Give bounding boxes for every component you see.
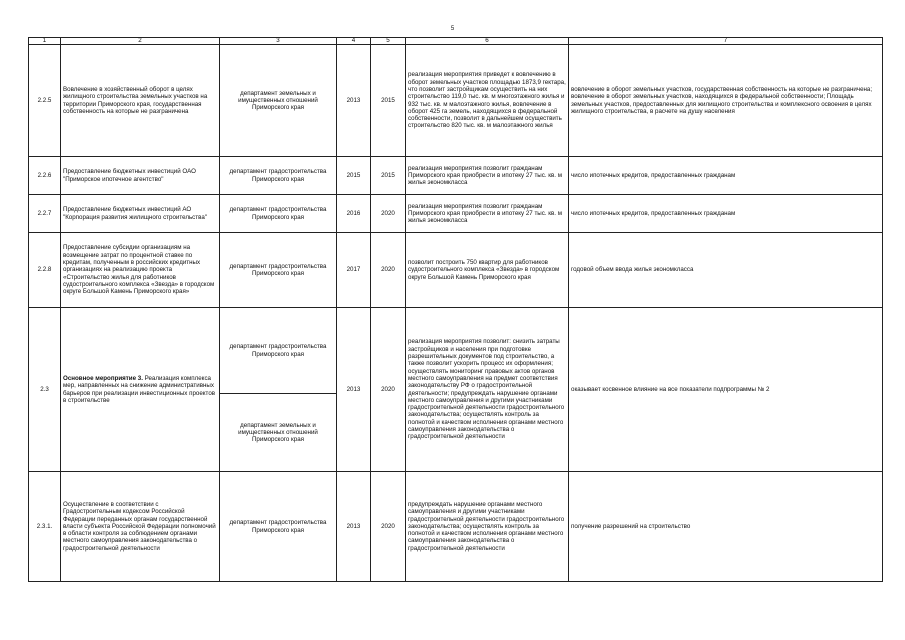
start-year: 2013: [337, 472, 371, 582]
indicator: вовлечение в оборот земельных участков, государственная собственность на которые не разграничена; вовлечение в оборот земельных участков, находящихся в федеральной собственности; Площадь земельных участков, предоставленных для жилищного строительства и комплексного освоения в целях жилищного строительства, в расчете на душу населения: [569, 45, 883, 157]
end-year: 2020: [371, 233, 406, 308]
measure-name: Предоставление бюджетных инвестиций АО "Корпорация развития жилищного строительства": [61, 195, 220, 233]
end-year: 2020: [371, 308, 406, 472]
end-year: 2015: [371, 45, 406, 157]
indicator: годовой объем ввода жилья экономкласса: [569, 233, 883, 308]
header-cell: 1: [29, 38, 61, 45]
table-row: [29, 472, 883, 582]
measure-name: Предоставление бюджетных инвестиций ОАО "Приморское ипотечное агентство": [61, 157, 220, 195]
expected-result: реализация мероприятия позволит гражданам Приморского края приобрести в ипотеку 27 тыс. кв. м жилья экономкласса: [406, 195, 569, 233]
measure-name: Предоставление субсидии организациям на возмещение затрат по процентной ставке по кредитам, полученным в российских кредитных организациях на реализацию проекта «Строительство жилья для работников судостроительного комплекса «Звезда» в городском округе Большой Камень Приморского края»: [61, 233, 220, 308]
start-year: 2016: [337, 195, 371, 233]
executor: департамент градостроительства Приморского края: [220, 308, 337, 394]
end-year: 2020: [371, 472, 406, 582]
executor: департамент градостроительства Приморского края: [220, 472, 337, 582]
indicator: число ипотечных кредитов, предоставленных гражданам: [569, 157, 883, 195]
start-year: 2017: [337, 233, 371, 308]
end-year: 2020: [371, 195, 406, 233]
header-cell: 4: [337, 38, 371, 45]
header-cell: 7: [569, 38, 883, 45]
measure-name-bold: Основное мероприятие 3.: [63, 374, 143, 382]
measure-name-text: Реализация комплекса мер, направленных на снижение административных барьеров при реализации инвестиционных проектов в строительстве: [63, 374, 216, 404]
table-row: [29, 195, 883, 233]
row-number: 2.2.5: [29, 45, 61, 157]
expected-result: позволит построить 750 квартир для работников судостроительного комплекса «Звезда» в городском округе Большой Камень Приморского края: [406, 233, 569, 308]
indicator: число ипотечных кредитов, предоставленных гражданам: [569, 195, 883, 233]
table-row: [29, 157, 883, 195]
start-year: 2013: [337, 308, 371, 472]
executor: департамент градостроительства Приморского края: [220, 195, 337, 233]
end-year: 2015: [371, 157, 406, 195]
measure-name: Осуществление в соответствии с Градостроительным кодексом Российской Федерации переданных органам государственной власти субъекта Российской Федерации полномочий в области контроля за соблюдением органами местного самоуправления законодательства о градостроительной деятельности: [61, 472, 220, 582]
executor: департамент градостроительства Приморского края: [220, 233, 337, 308]
expected-result: реализация мероприятия позволит: снизить затраты застройщиков и населения при подготовке разрешительных документов под строительство, а также позволит ускорить процесс их оформления; осуществлять мониторинг правовых актов органов местного самоуправления на предмет соответствия законодательству РФ о градостроительной деятельности; предупреждать нарушение органами местного самоуправления и другими участниками градостроительной деятельности градостроительного законодательства; осуществлять контроль за полнотой и качеством исполнения органами местного самоуправления законодательства о градостроительной деятельности: [406, 308, 569, 472]
row-number: 2.2.7: [29, 195, 61, 233]
header-cell: 3: [220, 38, 337, 45]
table-row: [29, 308, 883, 394]
start-year: 2013: [337, 45, 371, 157]
header-row: [29, 38, 883, 45]
indicator: получение разрешений на строительство: [569, 472, 883, 582]
executor: департамент земельных и имущественных отношений Приморского края: [220, 394, 337, 472]
page-number: 5: [450, 26, 455, 32]
expected-result: реализация мероприятия приведет к вовлечению в оборот земельных участков площадью 1873,9 гектара, что позволит застройщикам осуществить на них строительство 119,0 тыс. кв. м многоэтажного жилья и 932 тыс. кв. м малоэтажного жилья, вовлечение в оборот 425 га земель, находящихся в федеральной собственности, позволит в дальнейшем осуществить строительство 820 тыс. кв. м малоэтажного жилья: [406, 45, 569, 157]
row-number: 2.2.6: [29, 157, 61, 195]
measure-name: Вовлечение в хозяйственный оборот в целях жилищного строительства земельных участков на территории Приморского края, государственная собственность на которые не разграничена: [61, 45, 220, 157]
row-number: 2.3: [29, 308, 61, 472]
executor: департамент градостроительства Приморского края: [220, 157, 337, 195]
expected-result: реализация мероприятия позволит гражданам Приморского края приобрести в ипотеку 27 тыс. кв. м жилья экономкласса: [406, 157, 569, 195]
header-cell: 5: [371, 38, 406, 45]
measures-table: [28, 37, 883, 582]
measure-name: [61, 308, 220, 472]
header-cell: 6: [406, 38, 569, 45]
indicator: оказывает косвенное влияние на все показатели подпрограммы № 2: [569, 308, 883, 472]
executor: департамент земельных и имущественных отношений Приморского края: [220, 45, 337, 157]
table-row: [29, 233, 883, 308]
row-number: 2.3.1.: [29, 472, 61, 582]
table-row: [29, 45, 883, 157]
expected-result: предупреждать нарушение органами местного самоуправления и другими участниками градостроительной деятельности градостроительного законодательства; осуществлять контроль за полнотой и качеством исполнения органами местного самоуправления законодательства о градостроительной деятельности: [406, 472, 569, 582]
start-year: 2015: [337, 157, 371, 195]
row-number: 2.2.8: [29, 233, 61, 308]
header-cell: 2: [61, 38, 220, 45]
